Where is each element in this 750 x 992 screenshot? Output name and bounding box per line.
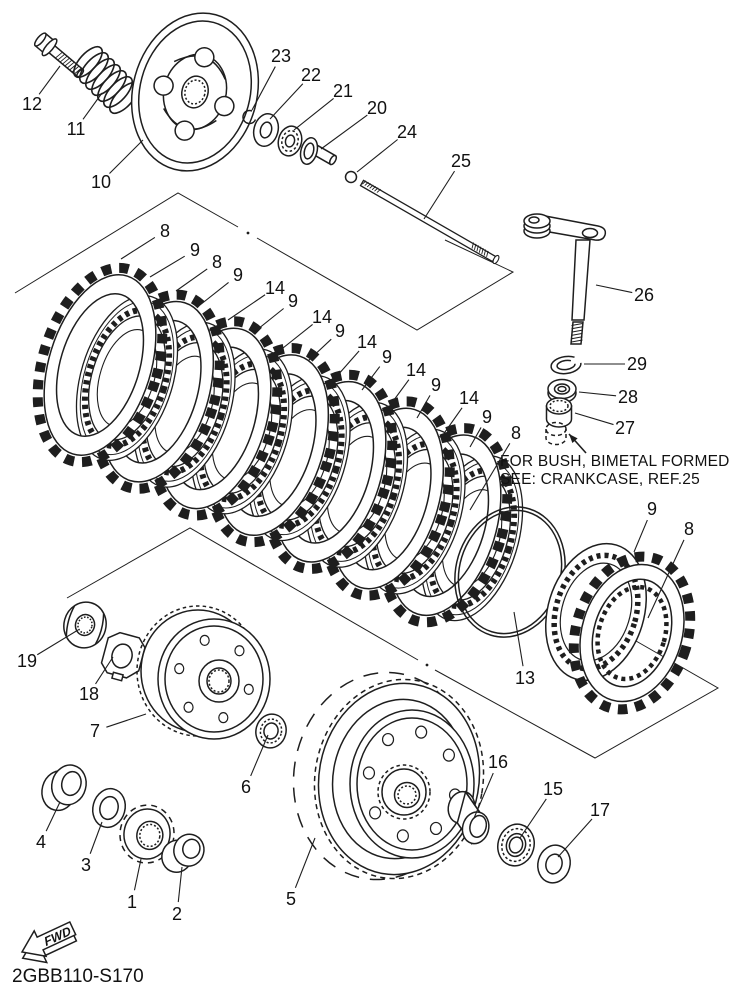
part-number-7: 7 xyxy=(89,721,101,741)
part-collar-4 xyxy=(38,759,91,816)
part-number-2: 2 xyxy=(171,904,183,924)
part-push-rod-25 xyxy=(361,180,501,264)
part-number-18: 18 xyxy=(78,684,100,704)
callout-8 xyxy=(121,221,170,259)
leader-line xyxy=(200,282,229,305)
callout-21 xyxy=(294,81,353,130)
part-number-9: 9 xyxy=(381,347,393,367)
leader-line xyxy=(424,171,455,219)
callout-24 xyxy=(357,122,417,172)
leader-line xyxy=(134,859,141,890)
part-number-9: 9 xyxy=(189,240,201,260)
part-number-9: 9 xyxy=(646,499,658,519)
part-number-23: 23 xyxy=(270,46,292,66)
part-needle-bearing-15 xyxy=(493,820,539,870)
part-number-13: 13 xyxy=(514,668,536,688)
part-number-10: 10 xyxy=(90,172,112,192)
part-number-24: 24 xyxy=(396,122,418,142)
part-number-9: 9 xyxy=(232,265,244,285)
leader-line xyxy=(270,84,303,119)
part-number-22: 22 xyxy=(300,65,322,85)
callout-19 xyxy=(17,630,78,671)
callout-9 xyxy=(634,499,657,552)
leader-line xyxy=(228,295,265,320)
note-arrow xyxy=(569,434,586,453)
part-bush-27 xyxy=(547,398,572,427)
part-number-25: 25 xyxy=(450,151,472,171)
part-ball-24 xyxy=(346,172,357,183)
part-washer-22 xyxy=(250,111,282,149)
leader-line xyxy=(520,799,546,838)
leader-line xyxy=(253,308,284,333)
part-number-12: 12 xyxy=(21,94,43,114)
callout-17 xyxy=(558,800,610,857)
callout-2 xyxy=(172,867,182,924)
leader-line xyxy=(39,66,60,94)
callout-22 xyxy=(270,65,321,119)
part-number-5: 5 xyxy=(285,889,297,909)
leader-line xyxy=(295,838,315,888)
callout-12 xyxy=(22,66,60,114)
part-number-14: 14 xyxy=(405,360,427,380)
part-number-26: 26 xyxy=(633,285,655,305)
fwd-arrow xyxy=(14,916,81,971)
callout-20 xyxy=(321,98,387,149)
callout-28 xyxy=(579,387,638,407)
callout-25 xyxy=(424,151,471,219)
leader-line xyxy=(83,93,102,119)
part-number-14: 14 xyxy=(458,388,480,408)
part-number-3: 3 xyxy=(80,855,92,875)
callout-26 xyxy=(596,285,654,305)
part-number-27: 27 xyxy=(614,418,636,438)
part-number-28: 28 xyxy=(617,387,639,407)
part-pressure-plate-10 xyxy=(114,0,275,185)
callout-29 xyxy=(584,354,647,374)
callout-10 xyxy=(91,140,143,192)
callout-18 xyxy=(79,657,113,704)
part-number-8: 8 xyxy=(211,252,223,272)
callout-6 xyxy=(241,735,268,797)
part-number-16: 16 xyxy=(487,752,509,772)
leader-line xyxy=(150,256,185,277)
leader-line xyxy=(596,285,632,293)
part-number-9: 9 xyxy=(430,375,442,395)
leader-line xyxy=(514,612,523,666)
leader-line xyxy=(109,140,143,174)
leader-line xyxy=(575,413,614,425)
part-number-8: 8 xyxy=(683,519,695,539)
part-number-6: 6 xyxy=(240,777,252,797)
leader-line xyxy=(121,237,155,259)
part-lock-washer-18 xyxy=(98,630,147,684)
part-number-9: 9 xyxy=(481,407,493,427)
leader-line xyxy=(357,139,398,172)
part-number-29: 29 xyxy=(626,354,648,374)
part-push-rod-short-20 xyxy=(298,136,338,166)
part-number-9: 9 xyxy=(287,291,299,311)
leader-line xyxy=(294,98,334,130)
part-number-19: 19 xyxy=(16,651,38,671)
callout-27 xyxy=(575,413,635,438)
leader-line xyxy=(558,819,592,857)
callout-3 xyxy=(81,822,102,875)
part-clutch-housing-5 xyxy=(277,658,499,893)
leader-line xyxy=(176,269,207,291)
leader-line xyxy=(579,392,616,396)
leader-line xyxy=(106,714,146,727)
part-number-8: 8 xyxy=(159,221,171,241)
note-line1: FOR BUSH, BIMETAL FORMED xyxy=(500,453,730,470)
boundary-plane-upper xyxy=(15,193,513,330)
part-seal-ring-29 xyxy=(550,354,582,375)
part-clutch-boss-7 xyxy=(137,606,270,739)
part-number-11: 11 xyxy=(66,119,86,139)
leader-line xyxy=(90,822,102,854)
note-line2: SEE: CRANKCASE, REF.25 xyxy=(500,471,700,488)
leader-line xyxy=(634,520,647,552)
part-number-8: 8 xyxy=(510,423,522,443)
part-number-15: 15 xyxy=(542,779,564,799)
part-code: 2GBB110-S170 xyxy=(12,966,144,987)
part-push-lever-26 xyxy=(524,214,605,344)
part-number-1: 1 xyxy=(126,892,138,912)
callout-14 xyxy=(283,307,332,348)
part-number-14: 14 xyxy=(356,332,378,352)
leader-line xyxy=(321,115,367,149)
part-washer-3 xyxy=(88,785,129,831)
part-number-14: 14 xyxy=(311,307,333,327)
part-washer-17 xyxy=(534,842,575,887)
leader-line xyxy=(391,380,409,404)
part-number-4: 4 xyxy=(35,832,47,852)
part-number-20: 20 xyxy=(366,98,388,118)
callout-1 xyxy=(127,859,141,912)
clutch-plate-stack xyxy=(16,253,541,638)
callout-15 xyxy=(520,779,563,838)
callout-9 xyxy=(362,347,392,390)
part-number-9: 9 xyxy=(334,321,346,341)
callout-4 xyxy=(36,802,60,852)
callout-5 xyxy=(286,838,315,909)
fwd-label: FWD xyxy=(42,923,73,950)
callout-9 xyxy=(150,240,200,277)
part-number-17: 17 xyxy=(589,800,611,820)
part-nut-19 xyxy=(59,597,111,652)
callout-7 xyxy=(90,714,146,741)
callout-11 xyxy=(67,93,102,139)
part-number-14: 14 xyxy=(264,278,286,298)
part-number-21: 21 xyxy=(332,81,354,101)
